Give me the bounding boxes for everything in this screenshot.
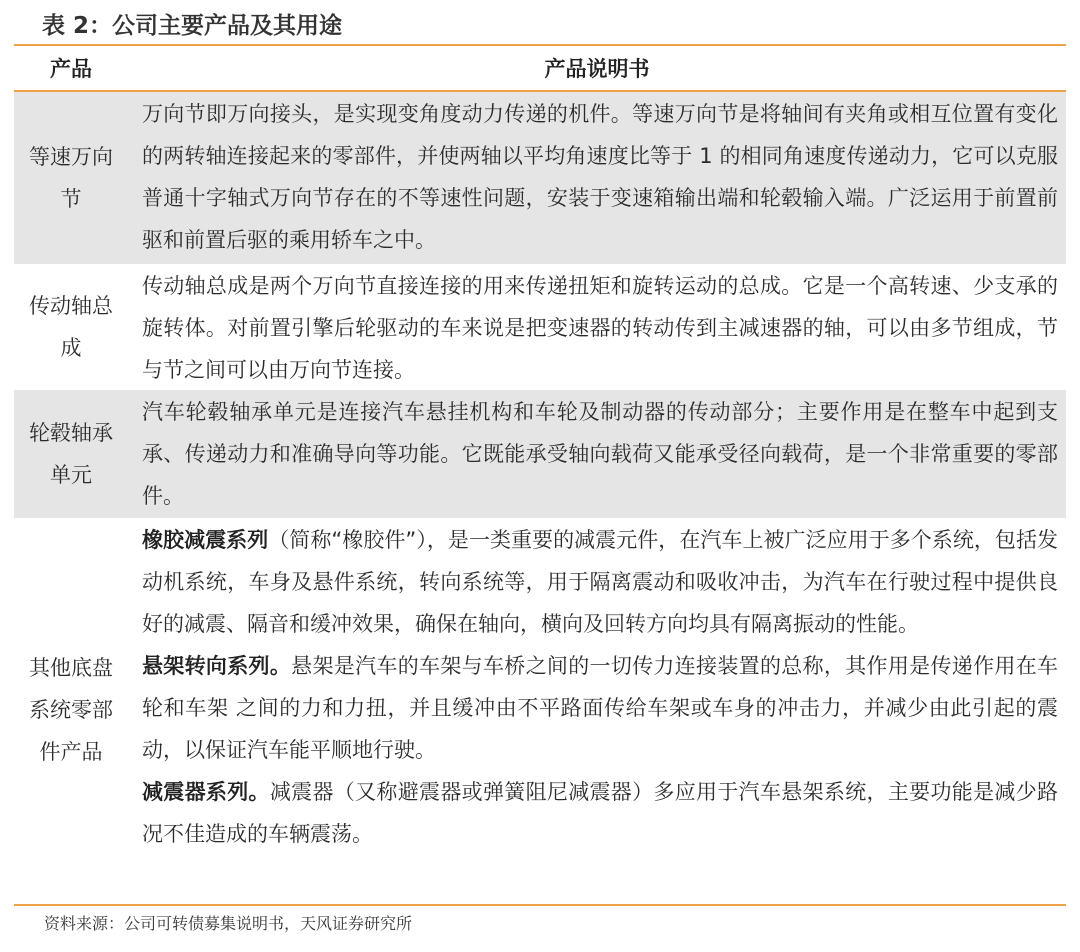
table-row xyxy=(14,518,1066,902)
paragraph-heading: 橡胶减震系列 xyxy=(142,528,269,552)
paragraph-heading: 减震器系列。 xyxy=(142,780,270,804)
table-row xyxy=(14,92,1066,264)
product-description xyxy=(128,518,1066,902)
table-title: 表 2：公司主要产品及其用途 xyxy=(14,0,1066,46)
paragraph-text: 悬架是汽车的车架与车桥之间的一切传力连接装置的总称，其作用是传递作用在车轮和车架 之间的力和力扭，并且缓冲由不平路面传给车架或车身的冲击力，并减少由此引起的震动，以保证汽车能平顺地行驶。 xyxy=(142,654,1059,762)
table-row xyxy=(14,264,1066,390)
header-description: 产品说明书 xyxy=(544,57,650,81)
product-name: 等速万向节 xyxy=(29,145,113,211)
shock-absorber-paragraph xyxy=(142,771,1058,855)
table-row xyxy=(14,390,1066,518)
paragraph-text: 减震器（又称避震器或弹簧阻尼减震器）多应用于汽车悬架系统，主要功能是减少路况不佳造成的车辆震荡。 xyxy=(142,780,1058,846)
paragraph-heading: 悬架转向系列。 xyxy=(142,654,292,678)
suspension-steering-paragraph xyxy=(142,645,1058,771)
product-description: 传动轴总成是两个万向节直接连接的用来传递扭矩和旋转运动的总成。它是一个高转速、少支承的旋转体。对前置引擎后轮驱动的车来说是把变速器的转动传到主减速器的轴，可以由多节组成，节与节之间可以由万向节连接。 xyxy=(142,274,1058,382)
product-description: 汽车轮毂轴承单元是连接汽车悬挂机构和车轮及制动器的传动部分；主要作用是在整车中起到支承、传递动力和准确导向等功能。它既能承受轴向载荷又能承受径向载荷，是一个非常重要的零部件。 xyxy=(142,400,1058,508)
header-product: 产品 xyxy=(50,57,92,81)
table-header-row xyxy=(14,46,1066,92)
product-name: 其他底盘系统零部件产品 xyxy=(29,656,113,764)
source-note: 资料来源：公司可转债募集说明书，天风证券研究所 xyxy=(14,904,1066,942)
product-name: 传动轴总成 xyxy=(29,294,113,360)
rubber-damping-paragraph xyxy=(142,519,1058,645)
product-name: 轮毂轴承单元 xyxy=(29,421,113,487)
product-description: 万向节即万向接头，是实现变角度动力传递的机件。等速万向节是将轴间有夹角或相互位置有变化的两转轴连接起来的零部件，并使两轴以平均角速度比等于 1 的相同角速度传递动力，它可以克服普通十字轴式万向节存在的不等速性问题，安装于变速箱输出端和轮毂输入端。广泛运用于前置前驱和前置后驱的乘用轿车之中。 xyxy=(142,102,1058,252)
paragraph-text: （简称“橡胶件”），是一类重要的减震元件，在汽车上被广泛应用于多个系统，包括发动机系统，车身及悬件系统，转向系统等，用于隔离震动和吸收冲击，为汽车在行驶过程中提供良好的减震、隔音和缓冲效果，确保在轴向，横向及回转方向均具有隔离振动的性能。 xyxy=(142,528,1059,636)
